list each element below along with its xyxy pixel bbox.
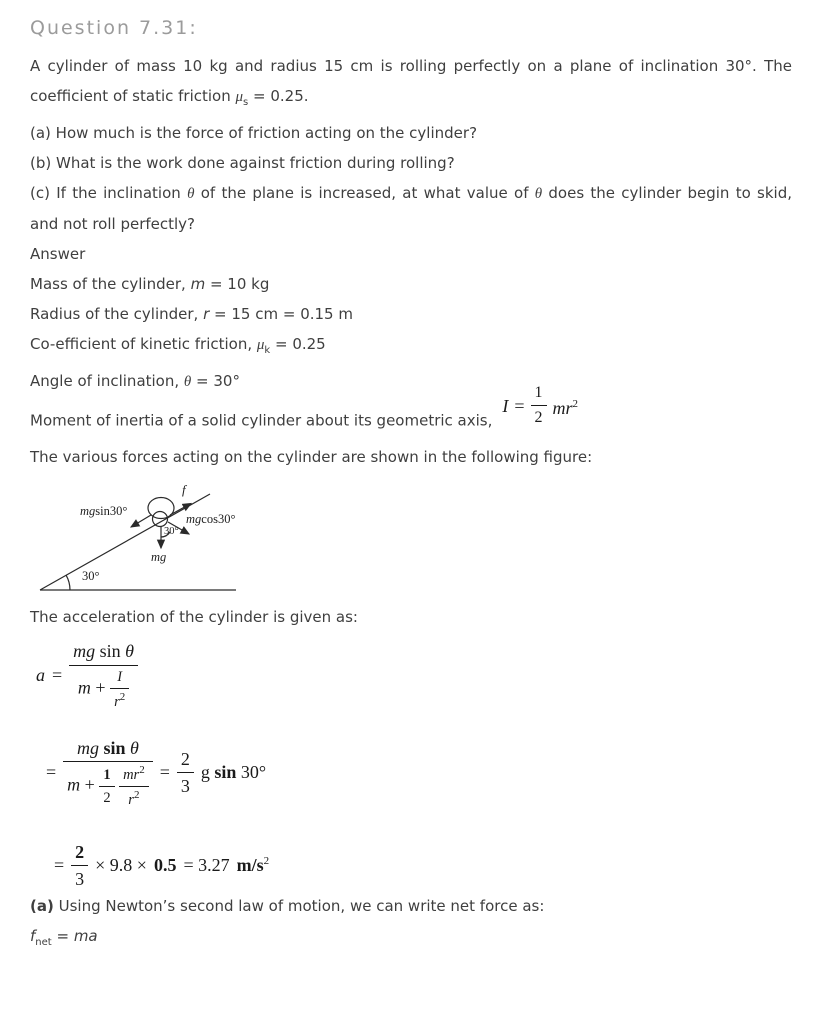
expand-mr2-num-sup: 2 — [139, 764, 145, 777]
mgsin-arrow — [131, 515, 151, 527]
mgsin-label — [80, 505, 127, 518]
given-angle — [30, 366, 792, 397]
accel-lhs: a — [36, 664, 45, 685]
fnet-ma: ma — [73, 926, 98, 945]
accel-denominator — [69, 666, 138, 711]
question-part-c — [30, 178, 792, 239]
expand-denominator — [63, 762, 153, 809]
question-paragraph — [30, 51, 792, 118]
question-heading: Question 7.31: — [30, 17, 198, 39]
part-c-text-2: of the plane is increased, at what value of — [194, 184, 535, 202]
expand-mr2-fraction — [119, 764, 149, 809]
accel-numerator — [69, 640, 138, 666]
numeric-unit-group — [237, 855, 270, 876]
expand-fraction — [63, 737, 153, 809]
expand-half-den: 2 — [103, 790, 111, 807]
expand-tail — [201, 762, 266, 783]
base-angle-arc — [66, 575, 70, 590]
inertia-mr2 — [553, 389, 579, 423]
small-angle-label: 30° — [164, 526, 179, 537]
accel-num-mg: mg — [73, 641, 96, 661]
numeric-half: 0.5 — [153, 855, 177, 876]
expand-half-num: 1 — [99, 766, 114, 787]
mgsin-rest: sin30° — [95, 504, 128, 518]
accel-inner-den-sup: 2 — [119, 690, 126, 703]
numeric-formula — [54, 841, 792, 891]
accel-fraction — [69, 640, 138, 711]
mgcos-rest: cos30° — [201, 512, 236, 526]
expand-num-sin: sin — [103, 737, 126, 758]
theta-variable: θ — [183, 374, 192, 390]
expand-den-m: m — [67, 774, 81, 795]
accel-inner-den-r: r — [114, 693, 120, 710]
expand-tt-den: 3 — [180, 776, 190, 797]
inertia-formula — [502, 383, 578, 428]
expand-equals-1: = — [46, 762, 57, 783]
expand-mr2-den — [119, 787, 149, 809]
part-a-bold: (a) — [30, 896, 54, 915]
numeric-mid-2: = 3.27 — [183, 855, 230, 876]
mgsin-mg: mg — [80, 504, 96, 518]
acceleration-text: The acceleration of the cylinder is given as: — [30, 608, 358, 626]
accel-inner-den — [110, 689, 129, 711]
accel-num-theta: θ — [125, 641, 135, 661]
inertia-denominator: 2 — [534, 409, 543, 426]
numeric-den: 3 — [75, 869, 85, 890]
accel-inner-num: I — [110, 668, 129, 689]
radius-variable: r — [203, 305, 210, 323]
expand-num-mg: mg — [76, 737, 99, 758]
cylinder-top — [148, 498, 174, 519]
theta-symbol-1: θ — [187, 186, 195, 202]
incline-diagram-svg — [34, 482, 279, 598]
expand-mr2-den-sup: 2 — [133, 789, 140, 802]
expand-mr2-num-mr: mr — [123, 766, 140, 783]
expand-tt-num: 2 — [177, 748, 194, 774]
accel-den-plus: + — [95, 677, 106, 698]
question-text: A cylinder of mass 10 kg and radius 15 cm is rolling perfectly on a plane of inclination 30°. The coefficient of static friction — [30, 57, 792, 105]
accel-equals: = — [52, 664, 63, 685]
expand-mr2-den-r: r — [128, 791, 134, 808]
forces-text: The various forces acting on the cylinder are shown in the following figure: — [30, 448, 593, 466]
mgcos-mg: mg — [186, 512, 202, 526]
theta-symbol-2: θ — [534, 186, 543, 202]
inertia-exponent: 2 — [572, 397, 579, 410]
accel-num-sin: sin — [99, 641, 121, 661]
moment-text: Moment of inertia of a solid cylinder about its geometric axis, — [30, 411, 493, 430]
mu-k-symbol: μ — [256, 337, 265, 353]
fnet-f: f — [30, 926, 36, 945]
numeric-unit-sup: 2 — [263, 855, 270, 868]
mu-symbol: μ — [235, 89, 244, 105]
given-friction — [30, 329, 792, 366]
numeric-mid-1: × 9.8 × — [95, 855, 147, 876]
numeric-equals-1: = — [54, 855, 65, 876]
mg-label: mg — [151, 550, 167, 564]
question-part-a: (a) How much is the force of friction acting on the cylinder? — [30, 124, 478, 142]
expand-twothirds — [177, 748, 194, 798]
friction-value: = 0.25 — [270, 335, 326, 353]
numeric-twothirds — [71, 841, 88, 891]
mass-variable: m — [190, 275, 206, 293]
inertia-fraction — [531, 383, 547, 428]
expand-tail-deg: 30° — [240, 762, 267, 783]
expand-half-fraction — [99, 766, 114, 807]
mass-text: Mass of the cylinder, — [30, 275, 191, 293]
answer-label: Answer — [30, 245, 86, 263]
expand-tail-g: g — [200, 762, 210, 783]
radius-value: = 15 cm = 0.15 m — [209, 305, 353, 323]
expand-numerator — [63, 737, 153, 763]
given-mass — [30, 269, 792, 299]
expand-mr2-num — [119, 764, 149, 787]
angle-value: = 30° — [191, 372, 240, 390]
inertia-numerator: 1 — [531, 383, 547, 406]
numeric-unit: m/s — [236, 855, 264, 876]
expand-den-plus: + — [84, 774, 95, 795]
fnet-equals: = — [51, 926, 74, 945]
inertia-lhs: I — [502, 395, 509, 416]
accel-den-m: m — [77, 677, 91, 698]
incline-force-diagram — [34, 482, 279, 598]
part-c-text-1: (c) If the inclination — [30, 184, 188, 202]
expand-tail-sin: sin — [214, 762, 237, 783]
mu-k-subscript: k — [264, 345, 271, 356]
inertia-equals: = — [514, 395, 525, 416]
expand-equals-2: = — [159, 762, 170, 783]
radius-text: Radius of the cylinder, — [30, 305, 204, 323]
moment-of-inertia-line — [30, 384, 792, 442]
friction-label: f — [182, 482, 186, 497]
accel-inner-fraction — [110, 668, 129, 711]
part-c-text-3: does the cylinder begin to skid, and not roll perfectly? — [30, 184, 792, 233]
friction-text: Co-efficient of kinetic friction, — [30, 335, 257, 353]
angle-text: Angle of inclination, — [30, 372, 184, 390]
question-part-b: (b) What is the work done against friction during rolling? — [30, 154, 455, 172]
base-angle-label: 30° — [82, 569, 100, 583]
newton-text: Using Newton’s second law of motion, we can write net force as: — [53, 896, 545, 915]
mass-value: = 10 kg — [205, 275, 270, 293]
expanded-formula — [46, 737, 792, 809]
newton-law-line — [30, 891, 792, 921]
fnet-equation — [30, 921, 792, 958]
acceleration-formula — [36, 640, 792, 711]
inertia-mr: mr — [552, 397, 573, 418]
mu-subscript: s — [243, 97, 249, 108]
mgcos-label — [186, 513, 235, 526]
fnet-subscript: net — [35, 936, 52, 948]
numeric-num: 2 — [71, 841, 88, 867]
given-radius — [30, 299, 792, 329]
expand-num-theta: θ — [130, 737, 139, 758]
mu-value: = 0.25. — [248, 87, 309, 105]
